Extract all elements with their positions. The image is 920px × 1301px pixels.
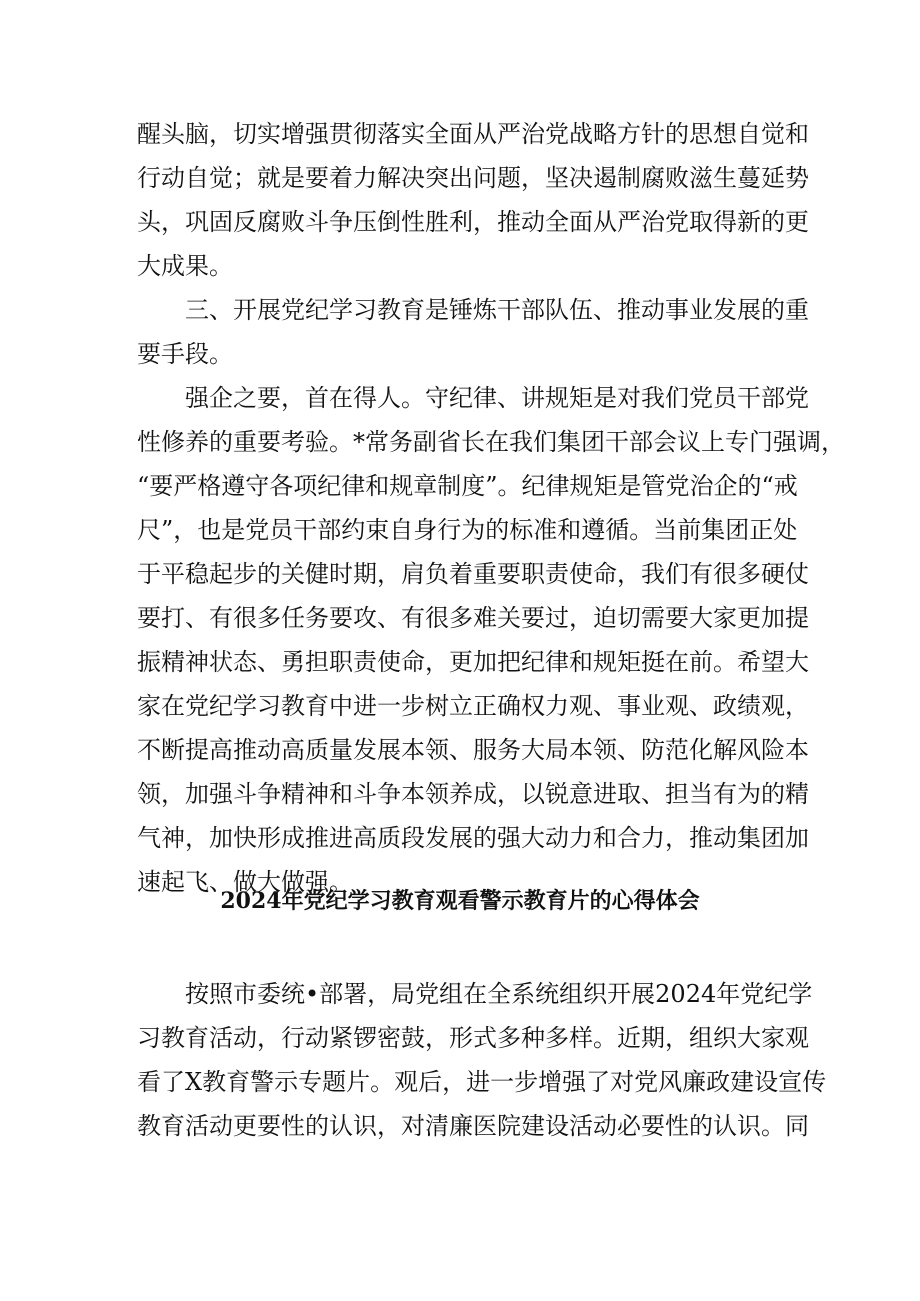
text-line: 家在党纪学习教育中进一步树立正确权力观、事业观、政绩观， (137, 692, 809, 720)
text-line: 醒头脑，切实增强贯彻落实全面从严治党战略方针的思想自觉和 (137, 120, 809, 148)
text-line: 教育活动更要性的认识，对清廉医院建设活动必要性的认识。同 (137, 1112, 809, 1140)
text-line: 要打、有很多任务要攻、有很多难关要过，迫切需要大家更加提 (137, 604, 809, 632)
text-line: 大成果。 (137, 252, 233, 280)
text-line: 速起飞、做大做强。 (137, 868, 353, 896)
text-line: 于平稳起步的关健时期，肩负着重要职责使命，我们有很多硬仗 (137, 560, 809, 588)
text-line: “要严格遵守各项纪律和规章制度”。纪律规矩是管党治企的“戒 (137, 472, 798, 500)
text-line: 性修养的重要考验。*常务副省长在我们集团干部会议上专门强调， (137, 428, 845, 456)
text-line: 按照市委统•部署，局党组在全系统组织开展2024年党纪学 (137, 980, 813, 1008)
article-title: 2024年党纪学习教育观看警示教育片的心得体会 (220, 888, 700, 914)
section-heading-three (137, 288, 809, 376)
text-line: 气神，加快形成推进高质段发展的强大动力和合力，推动集团加 (137, 824, 809, 852)
text-line: 习教育活动，行动紧锣密鼓，形式多种多样。近期，组织大家观 (137, 1024, 809, 1052)
text-line: 头，巩固反腐败斗争压倒性胜利，推动全面从严治党取得新的更 (137, 208, 809, 236)
text-line: 振精神状态、勇担职责使命，更加把纪律和规矩挺在前。希望大 (137, 648, 809, 676)
text-line: 尺”，也是党员干部约束自身行为的标准和遵循。当前集团正处 (137, 516, 798, 544)
text-line: 要手段。 (137, 340, 233, 368)
text-line: 不断提高推动高质量发展本领、服务大局本领、防范化解风险本 (137, 736, 809, 764)
paragraph-continuation (137, 112, 809, 288)
text-line: 三、开展党纪学习教育是锤炼干部队伍、推动事业发展的重 (137, 296, 809, 324)
text-line: 领，加强斗争精神和斗争本领养成，以锐意进取、担当有为的精 (137, 780, 809, 808)
paragraph-body (137, 972, 827, 1148)
text-line: 强企之要，首在得人。守纪律、讲规矩是对我们党员干部党 (137, 384, 809, 412)
text-line: 看了X教育警示专题片。观后，进一步增强了对党风廉政建设宣传 (137, 1068, 827, 1096)
paragraph-body (137, 376, 845, 904)
text-line: 行动自觉；就是要着力解决突出问题，坚决遏制腐败滋生蔓延势 (137, 164, 809, 192)
